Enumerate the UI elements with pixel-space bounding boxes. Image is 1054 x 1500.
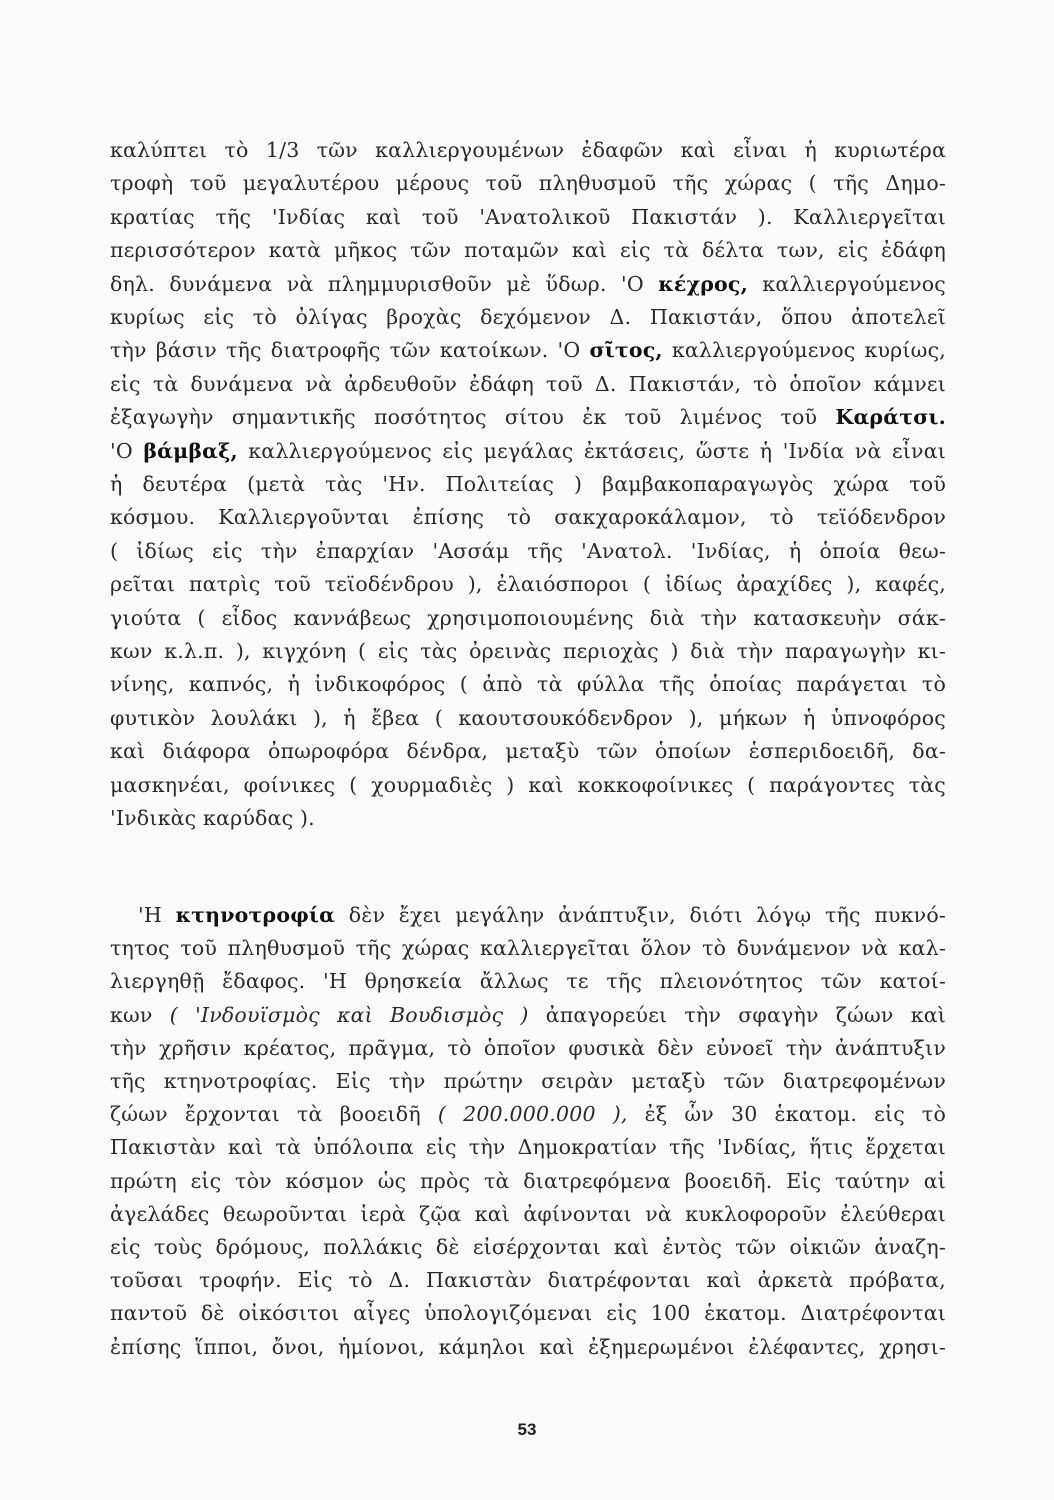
- text-line: [110, 270, 946, 298]
- text-line: [110, 771, 946, 799]
- text-segment: πρώτη εἰς τὸν κόσμον ὡς πρὸς τὰ διατρεφόμενα βοοειδῆ. Εἰς ταύτην αἱ: [110, 1168, 946, 1193]
- text-segment: καὶ διάφορα ὀπωροφόρα δένδρα, μεταξὺ τῶν ὁποίων ἑσπεριδοειδῆ, δα-: [110, 739, 946, 764]
- text-segment: τητος τοῦ πληθυσμοῦ τῆς χώρας καλλιεργεῖται ὅλον τὸ δυνάμενον νὰ καλ-: [110, 936, 946, 961]
- text-line: [110, 303, 946, 331]
- bold-term: Καράτσι.: [835, 405, 946, 430]
- text-line: [110, 704, 946, 732]
- text-segment: παντοῦ δὲ οἰκόσιτοι αἶγες ὑπολογιζόμεναι εἰς 100 ἑκατομ. Διατρέφονται: [110, 1301, 946, 1326]
- text-segment: λιεργηθῇ ἔδαφος. 'Η θρησκεία ἄλλως τε τῆς πλειονότητος τῶν κατοί-: [110, 969, 946, 994]
- text-segment: κυρίως εἰς τὸ ὀλίγας βροχὰς δεχόμενον Δ. Πακιστάν, ὅπου ἀποτελεῖ: [110, 305, 946, 329]
- text-segment: καλλιεργούμενος εἰς μεγάλας ἐκτάσεις, ὥστε ἡ 'Ινδία νὰ εἶναι: [237, 438, 946, 463]
- text-line: [110, 570, 946, 598]
- text-segment: τροφὴ τοῦ μεγαλυτέρου μέρους τοῦ πληθυσμοῦ τῆς χώρας ( τῆς Δημο-: [110, 171, 946, 196]
- text-segment: ( ἰδίως εἰς τὴν ἐπαρχίαν 'Ασσάμ τῆς 'Ανατολ. 'Ινδίας, ἡ ὁποία θεω-: [110, 538, 946, 563]
- text-segment: ἐπίσης ἵπποι, ὄνοι, ἡμίονοι, κάμηλοι καὶ ἐξημερωμένοι ἐλέφαντες, χρησι-: [110, 1334, 946, 1359]
- text-line: [110, 503, 946, 531]
- text-segment: ἐξ ὧν 30 ἑκατομ. εἰς τὸ: [627, 1102, 946, 1127]
- text-line: [110, 236, 946, 264]
- text-line: [110, 1034, 946, 1062]
- text-line: [110, 537, 946, 565]
- text-line: [110, 1299, 946, 1327]
- text-segment: 'Ινδικὰς καρύδας ).: [110, 806, 315, 830]
- text-line: [110, 637, 946, 665]
- text-segment: Πακιστὰν καὶ τὰ ὑπόλοιπα εἰς τὴν Δημοκρατίαν τῆς 'Ινδίας, ἥτις ἔρχεται: [110, 1135, 946, 1160]
- text-line: [110, 934, 946, 962]
- text-segment: 'Η: [138, 903, 176, 927]
- text-segment: δηλ. δυνάμενα νὰ πλημμυρισθοῦν μὲ ὕδωρ. 'Ο: [110, 271, 659, 296]
- text-line: [110, 804, 946, 832]
- text-line: [110, 604, 946, 632]
- text-line: [110, 670, 946, 698]
- text-segment: ζώων ἔρχονται τὰ βοοειδῆ: [110, 1102, 438, 1127]
- text-segment: τῆς κτηνοτροφίας. Εἰς τὴν πρώτην σειρὰν μεταξὺ τῶν διατρεφομένων: [110, 1069, 946, 1093]
- text-line: [110, 1200, 946, 1228]
- text-line: [110, 1266, 946, 1294]
- text-segment: καλλιεργούμενος κυρίως,: [662, 338, 946, 363]
- text-segment: καλλιεργούμενος: [747, 271, 946, 296]
- text-segment: κρατίας τῆς 'Ινδίας καὶ τοῦ 'Ανατολικοῦ Πακιστάν ). Καλλιεργεῖται: [110, 204, 946, 229]
- text-line: [110, 1233, 946, 1261]
- bold-term: βάμβαξ,: [143, 438, 238, 463]
- text-line: [110, 737, 946, 765]
- text-segment: μασκηνέαι, φοίνικες ( χουρμαδιὲς ) καὶ κοκκοφοίνικες ( παράγοντες τὰς: [110, 772, 946, 797]
- text-line: [110, 1167, 946, 1195]
- text-segment: ρεῖται πατρὶς τοῦ τεϊοδένδρου ), ἐλαιόσποροι ( ἰδίως ἀραχίδες ), καφές,: [110, 572, 946, 597]
- italic-text: ( 'Ινδουϊσμὸς καὶ Βουδισμὸς ): [169, 1002, 529, 1027]
- bold-term: κτηνοτροφία: [175, 903, 336, 927]
- text-line: [110, 136, 946, 164]
- text-line: [110, 1133, 946, 1161]
- text-line: [110, 336, 946, 364]
- page-number: 53: [517, 1420, 537, 1439]
- text-segment: 'Ο: [110, 438, 144, 463]
- text-segment: εἰς τὰ δυνάμενα νὰ ἀρδευθοῦν ἐδάφη τοῦ Δ. Πακιστάν, τὸ ὁποῖον κάμνει: [110, 371, 946, 396]
- text-line: [110, 169, 946, 197]
- text-segment: ἀπαγορεύει τὴν σφαγὴν ζώων καὶ: [528, 1002, 947, 1027]
- text-line: [110, 1067, 946, 1095]
- text-segment: φυτικὸν λουλάκι ), ἡ ἔβεα ( καουτσουκόδενδρον ), μήκων ἡ ὑπνοφόρος: [110, 705, 946, 730]
- italic-text: ( 200.000.000 ),: [437, 1102, 628, 1127]
- text-line: [110, 470, 946, 498]
- text-line: [110, 370, 946, 398]
- text-segment: δὲν ἔχει μεγάλην ἀνάπτυξιν, διότι λόγῳ τῆς πυκνό-: [335, 903, 946, 927]
- text-line: [110, 967, 946, 995]
- text-segment: ἐξαγωγὴν σημαντικῆς ποσότητος σίτου ἐκ τοῦ λιμένος τοῦ: [110, 405, 836, 430]
- text-segment: κων: [110, 1002, 170, 1027]
- text-segment: καλύπτει τὸ 1/3 τῶν καλλιεργουμένων ἐδαφῶν καὶ εἶναι ἡ κυριωτέρα: [110, 138, 946, 162]
- text-line: [110, 1333, 946, 1361]
- text-line: [110, 403, 946, 431]
- text-segment: τὴν χρῆσιν κρέατος, πρᾶγμα, τὸ ὁποῖον φυσικὰ δὲν εὐνοεῖ τὴν ἀνάπτυξιν: [110, 1035, 946, 1060]
- text-line: [110, 1100, 946, 1128]
- text-segment: νίνης, καπνός, ἡ ἰνδικοφόρος ( ἀπὸ τὰ φύλλα τῆς ὁποίας παράγεται τὸ: [110, 672, 946, 697]
- bold-term: σῖτος,: [589, 338, 663, 363]
- text-line: [110, 437, 946, 465]
- bold-term: κέχρος,: [658, 271, 748, 296]
- text-segment: ἀγελάδες θεωροῦνται ἱερὰ ζῷα καὶ ἀφίνονται νὰ κυκλοφοροῦν ἐλεύθεραι: [110, 1201, 946, 1226]
- text-segment: τὴν βάσιν τῆς διατροφῆς τῶν κατοίκων. 'Ο: [110, 338, 590, 363]
- text-segment: περισσότερον κατὰ μῆκος τῶν ποταμῶν καὶ εἰς τὰ δέλτα των, εἰς ἐδάφη: [110, 238, 946, 263]
- text-line: [110, 1001, 946, 1029]
- text-line: [110, 901, 946, 929]
- text-segment: κόσμου. Καλλιεργοῦνται ἐπίσης τὸ σακχαροκάλαμον, τὸ τεϊόδενδρον: [110, 505, 946, 530]
- text-segment: τοῦσαι τροφήν. Εἰς τὸ Δ. Πακιστὰν διατρέφονται καὶ ἀρκετὰ πρόβατα,: [110, 1268, 946, 1293]
- text-segment: ἡ δευτέρα (μετὰ τὰς 'Ην. Πολιτείας ) βαμβακοπαραγωγὸς χώρα τοῦ: [110, 472, 946, 496]
- text-segment: γιούτα ( εἶδος καννάβεως χρησιμοποιουμένης διὰ τὴν κατασκευὴν σάκ-: [110, 605, 946, 630]
- text-segment: κων κ.λ.π. ), κιγχόνη ( εἰς τὰς ὀρεινὰς περιοχὰς ) διὰ τὴν παραγωγὴν κι-: [110, 639, 946, 663]
- text-line: [110, 203, 946, 231]
- text-segment: εἰς τοὺς δρόμους, πολλάκις δὲ εἰσέρχονται καὶ ἐντὸς τῶν οἰκιῶν ἀναζη-: [110, 1235, 946, 1259]
